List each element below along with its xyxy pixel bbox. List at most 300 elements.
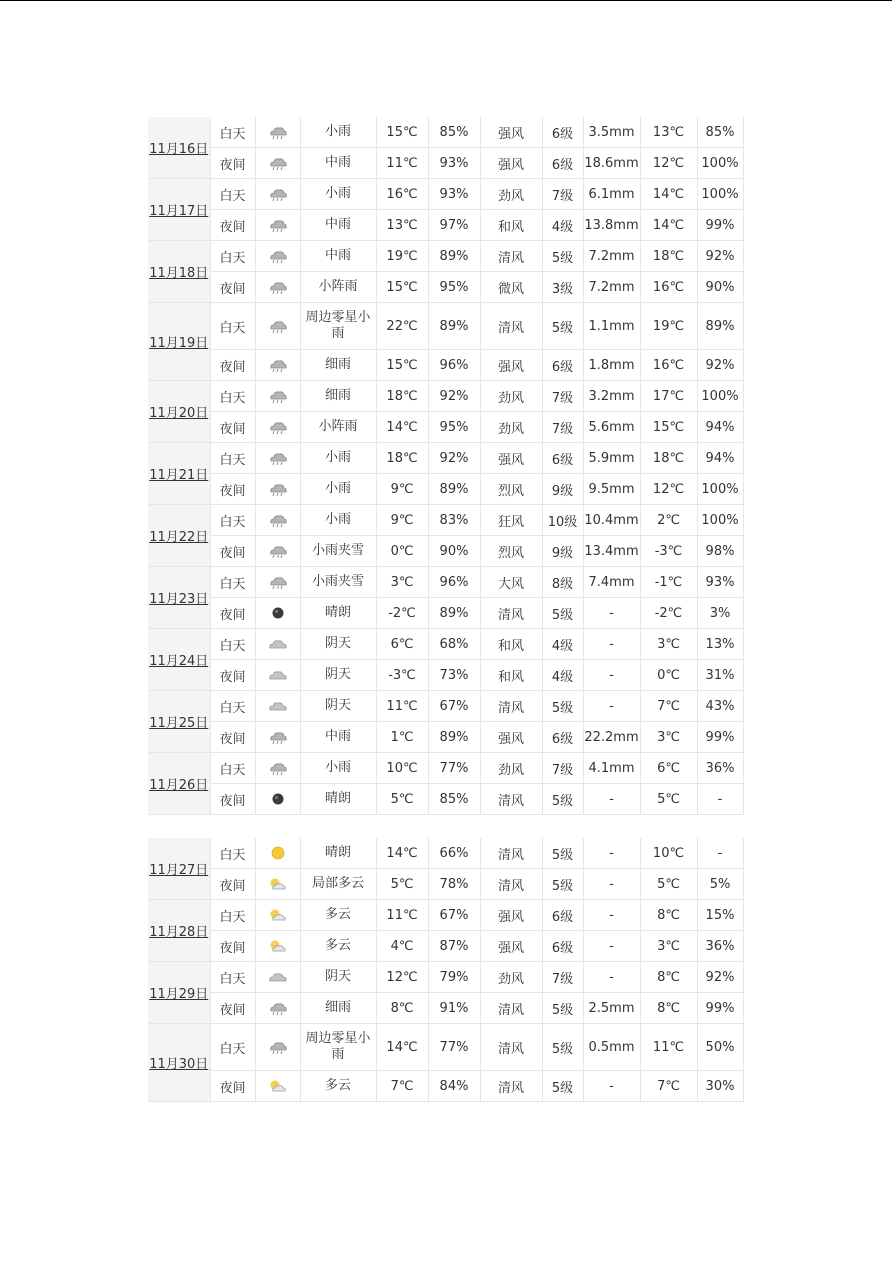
- wind-name-cell: 清风: [480, 869, 542, 900]
- partly-cloudy-icon: [255, 931, 300, 962]
- chance-cell: 43%: [697, 691, 743, 722]
- condition-cell: 小雨夹雪: [300, 536, 376, 567]
- temperature-cell: 1℃: [376, 722, 428, 753]
- rain-snow-cloud-icon: [255, 536, 300, 567]
- feels-like-cell: 3℃: [640, 629, 697, 660]
- humidity-cell: 85%: [428, 117, 480, 148]
- period-cell: 夜间: [210, 931, 255, 962]
- forecast-row: [148, 660, 743, 691]
- wind-level-cell: 5级: [542, 1071, 583, 1102]
- humidity-cell: 89%: [428, 303, 480, 350]
- temperature-cell: 15℃: [376, 117, 428, 148]
- rain-cloud-icon: [255, 443, 300, 474]
- overcast-cloud-icon: [255, 962, 300, 993]
- wind-name-cell: 和风: [480, 660, 542, 691]
- date-cell: 11月25日: [148, 691, 210, 753]
- humidity-cell: 95%: [428, 412, 480, 443]
- wind-name-cell: 劲风: [480, 381, 542, 412]
- wind-name-cell: 强风: [480, 350, 542, 381]
- rain-cloud-icon: [255, 993, 300, 1024]
- humidity-cell: 77%: [428, 1024, 480, 1071]
- wind-level-cell: 5级: [542, 1024, 583, 1071]
- wind-level-cell: 10级: [542, 505, 583, 536]
- precipitation-cell: 6.1mm: [583, 179, 640, 210]
- forecast-row: [148, 598, 743, 629]
- wind-name-cell: 清风: [480, 993, 542, 1024]
- rain-cloud-icon: [255, 179, 300, 210]
- feels-like-cell: 15℃: [640, 412, 697, 443]
- temperature-cell: 6℃: [376, 629, 428, 660]
- period-cell: 白天: [210, 962, 255, 993]
- partly-cloudy-icon: [255, 900, 300, 931]
- date-cell: 11月29日: [148, 962, 210, 1024]
- forecast-row: [148, 117, 743, 148]
- period-cell: 夜间: [210, 1071, 255, 1102]
- feels-like-cell: 2℃: [640, 505, 697, 536]
- feels-like-cell: 10℃: [640, 838, 697, 869]
- temperature-cell: 11℃: [376, 691, 428, 722]
- chance-cell: 100%: [697, 148, 743, 179]
- period-cell: 夜间: [210, 350, 255, 381]
- precipitation-cell: -: [583, 900, 640, 931]
- precipitation-cell: -: [583, 1071, 640, 1102]
- temperature-cell: 12℃: [376, 962, 428, 993]
- condition-cell: 小雨: [300, 117, 376, 148]
- temperature-cell: 11℃: [376, 148, 428, 179]
- chance-cell: 50%: [697, 1024, 743, 1071]
- condition-cell: 小雨夹雪: [300, 567, 376, 598]
- wind-name-cell: 狂风: [480, 505, 542, 536]
- feels-like-cell: 16℃: [640, 350, 697, 381]
- precipitation-cell: 1.8mm: [583, 350, 640, 381]
- forecast-row: [148, 900, 743, 931]
- forecast-row: [148, 303, 743, 350]
- humidity-cell: 92%: [428, 381, 480, 412]
- humidity-cell: 96%: [428, 350, 480, 381]
- wind-name-cell: 强风: [480, 722, 542, 753]
- forecast-row: [148, 869, 743, 900]
- temperature-cell: 16℃: [376, 179, 428, 210]
- period-cell: 夜间: [210, 536, 255, 567]
- feels-like-cell: 7℃: [640, 691, 697, 722]
- temperature-cell: 18℃: [376, 381, 428, 412]
- chance-cell: 36%: [697, 753, 743, 784]
- forecast-row: [148, 1071, 743, 1102]
- humidity-cell: 66%: [428, 838, 480, 869]
- period-cell: 白天: [210, 179, 255, 210]
- forecast-row: [148, 412, 743, 443]
- period-cell: 白天: [210, 567, 255, 598]
- wind-name-cell: 和风: [480, 629, 542, 660]
- temperature-cell: 15℃: [376, 350, 428, 381]
- condition-cell: 小雨: [300, 474, 376, 505]
- condition-cell: 阴天: [300, 660, 376, 691]
- chance-cell: 3%: [697, 598, 743, 629]
- wind-name-cell: 烈风: [480, 474, 542, 505]
- condition-cell: 中雨: [300, 722, 376, 753]
- forecast-row: [148, 784, 743, 815]
- period-cell: 夜间: [210, 598, 255, 629]
- clear-night-icon: [255, 784, 300, 815]
- partly-cloudy-icon: [255, 1071, 300, 1102]
- chance-cell: 99%: [697, 210, 743, 241]
- precipitation-cell: 5.9mm: [583, 443, 640, 474]
- temperature-cell: 14℃: [376, 1024, 428, 1071]
- wind-name-cell: 强风: [480, 148, 542, 179]
- temperature-cell: 9℃: [376, 474, 428, 505]
- precipitation-cell: -: [583, 838, 640, 869]
- feels-like-cell: -1℃: [640, 567, 697, 598]
- period-cell: 白天: [210, 838, 255, 869]
- wind-level-cell: 7级: [542, 962, 583, 993]
- temperature-cell: -3℃: [376, 660, 428, 691]
- humidity-cell: 73%: [428, 660, 480, 691]
- chance-cell: 31%: [697, 660, 743, 691]
- humidity-cell: 95%: [428, 272, 480, 303]
- wind-level-cell: 6级: [542, 148, 583, 179]
- wind-name-cell: 清风: [480, 1024, 542, 1071]
- wind-name-cell: 清风: [480, 241, 542, 272]
- temperature-cell: 14℃: [376, 412, 428, 443]
- rain-cloud-icon: [255, 117, 300, 148]
- wind-name-cell: 清风: [480, 598, 542, 629]
- wind-name-cell: 强风: [480, 900, 542, 931]
- temperature-cell: 10℃: [376, 753, 428, 784]
- temperature-cell: 14℃: [376, 838, 428, 869]
- condition-cell: 细雨: [300, 350, 376, 381]
- wind-level-cell: 9级: [542, 536, 583, 567]
- humidity-cell: 87%: [428, 931, 480, 962]
- temperature-cell: 13℃: [376, 210, 428, 241]
- wind-name-cell: 强风: [480, 931, 542, 962]
- wind-name-cell: 劲风: [480, 412, 542, 443]
- chance-cell: 15%: [697, 900, 743, 931]
- forecast-row: [148, 838, 743, 869]
- condition-cell: 细雨: [300, 381, 376, 412]
- chance-cell: 92%: [697, 350, 743, 381]
- partly-cloudy-icon: [255, 869, 300, 900]
- feels-like-cell: 7℃: [640, 1071, 697, 1102]
- period-cell: 夜间: [210, 412, 255, 443]
- wind-level-cell: 4级: [542, 629, 583, 660]
- period-cell: 白天: [210, 381, 255, 412]
- temperature-cell: 11℃: [376, 900, 428, 931]
- period-cell: 夜间: [210, 784, 255, 815]
- wind-level-cell: 6级: [542, 443, 583, 474]
- humidity-cell: 90%: [428, 536, 480, 567]
- period-cell: 白天: [210, 629, 255, 660]
- temperature-cell: 7℃: [376, 1071, 428, 1102]
- rain-cloud-icon: [255, 303, 300, 350]
- period-cell: 白天: [210, 1024, 255, 1071]
- temperature-cell: 0℃: [376, 536, 428, 567]
- precipitation-cell: 22.2mm: [583, 722, 640, 753]
- feels-like-cell: 16℃: [640, 272, 697, 303]
- date-cell: 11月27日: [148, 838, 210, 900]
- temperature-cell: 3℃: [376, 567, 428, 598]
- temperature-cell: 18℃: [376, 443, 428, 474]
- period-cell: 夜间: [210, 148, 255, 179]
- chance-cell: 94%: [697, 443, 743, 474]
- feels-like-cell: 0℃: [640, 660, 697, 691]
- rain-cloud-icon: [255, 350, 300, 381]
- condition-cell: 小雨: [300, 443, 376, 474]
- forecast-row: [148, 210, 743, 241]
- forecast-row: [148, 629, 743, 660]
- precipitation-cell: 9.5mm: [583, 474, 640, 505]
- wind-name-cell: 清风: [480, 1071, 542, 1102]
- condition-cell: 周边零星小雨: [300, 303, 376, 350]
- date-cell: 11月16日: [148, 117, 210, 179]
- feels-like-cell: 18℃: [640, 241, 697, 272]
- humidity-cell: 77%: [428, 753, 480, 784]
- period-cell: 夜间: [210, 474, 255, 505]
- condition-cell: 阴天: [300, 691, 376, 722]
- period-cell: 夜间: [210, 869, 255, 900]
- forecast-row: [148, 931, 743, 962]
- wind-level-cell: 5级: [542, 993, 583, 1024]
- period-cell: 夜间: [210, 210, 255, 241]
- precipitation-cell: -: [583, 691, 640, 722]
- chance-cell: 100%: [697, 179, 743, 210]
- feels-like-cell: -2℃: [640, 598, 697, 629]
- wind-level-cell: 7级: [542, 412, 583, 443]
- date-cell: 11月30日: [148, 1024, 210, 1102]
- precipitation-cell: -: [583, 869, 640, 900]
- condition-cell: 中雨: [300, 148, 376, 179]
- chance-cell: 85%: [697, 117, 743, 148]
- forecast-row: [148, 567, 743, 598]
- date-cell: 11月21日: [148, 443, 210, 505]
- condition-cell: 多云: [300, 931, 376, 962]
- feels-like-cell: 3℃: [640, 931, 697, 962]
- precipitation-cell: 2.5mm: [583, 993, 640, 1024]
- wind-level-cell: 8级: [542, 567, 583, 598]
- forecast-row: [148, 962, 743, 993]
- precipitation-cell: 5.6mm: [583, 412, 640, 443]
- wind-level-cell: 7级: [542, 753, 583, 784]
- forecast-table-1: [148, 117, 744, 815]
- sunny-icon: [255, 838, 300, 869]
- condition-cell: 小阵雨: [300, 272, 376, 303]
- wind-name-cell: 烈风: [480, 536, 542, 567]
- condition-cell: 周边零星小雨: [300, 1024, 376, 1071]
- wind-level-cell: 6级: [542, 722, 583, 753]
- wind-level-cell: 5级: [542, 598, 583, 629]
- chance-cell: -: [697, 838, 743, 869]
- humidity-cell: 89%: [428, 241, 480, 272]
- humidity-cell: 78%: [428, 869, 480, 900]
- rain-cloud-icon: [255, 210, 300, 241]
- wind-level-cell: 5级: [542, 784, 583, 815]
- humidity-cell: 92%: [428, 443, 480, 474]
- period-cell: 夜间: [210, 993, 255, 1024]
- humidity-cell: 89%: [428, 722, 480, 753]
- precipitation-cell: -: [583, 931, 640, 962]
- rain-cloud-icon: [255, 474, 300, 505]
- precipitation-cell: -: [583, 598, 640, 629]
- humidity-cell: 97%: [428, 210, 480, 241]
- condition-cell: 多云: [300, 1071, 376, 1102]
- clear-night-icon: [255, 598, 300, 629]
- temperature-cell: 15℃: [376, 272, 428, 303]
- humidity-cell: 93%: [428, 148, 480, 179]
- feels-like-cell: 11℃: [640, 1024, 697, 1071]
- feels-like-cell: 8℃: [640, 900, 697, 931]
- condition-cell: 小雨: [300, 179, 376, 210]
- forecast-row: [148, 722, 743, 753]
- forecast-row: [148, 1024, 743, 1071]
- condition-cell: 中雨: [300, 241, 376, 272]
- rain-cloud-icon: [255, 1024, 300, 1071]
- precipitation-cell: 1.1mm: [583, 303, 640, 350]
- humidity-cell: 93%: [428, 179, 480, 210]
- feels-like-cell: 5℃: [640, 869, 697, 900]
- chance-cell: 100%: [697, 474, 743, 505]
- rain-cloud-icon: [255, 148, 300, 179]
- precipitation-cell: 13.8mm: [583, 210, 640, 241]
- period-cell: 白天: [210, 505, 255, 536]
- humidity-cell: 91%: [428, 993, 480, 1024]
- date-cell: 11月24日: [148, 629, 210, 691]
- date-cell: 11月23日: [148, 567, 210, 629]
- period-cell: 夜间: [210, 272, 255, 303]
- precipitation-cell: -: [583, 962, 640, 993]
- wind-level-cell: 7级: [542, 381, 583, 412]
- overcast-cloud-icon: [255, 629, 300, 660]
- condition-cell: 小阵雨: [300, 412, 376, 443]
- wind-level-cell: 4级: [542, 210, 583, 241]
- temperature-cell: 19℃: [376, 241, 428, 272]
- precipitation-cell: 13.4mm: [583, 536, 640, 567]
- period-cell: 白天: [210, 303, 255, 350]
- condition-cell: 阴天: [300, 629, 376, 660]
- humidity-cell: 89%: [428, 598, 480, 629]
- forecast-row: [148, 241, 743, 272]
- forecast-row: [148, 350, 743, 381]
- chance-cell: 36%: [697, 931, 743, 962]
- chance-cell: 89%: [697, 303, 743, 350]
- period-cell: 夜间: [210, 660, 255, 691]
- condition-cell: 晴朗: [300, 838, 376, 869]
- rain-snow-cloud-icon: [255, 567, 300, 598]
- feels-like-cell: 8℃: [640, 993, 697, 1024]
- wind-level-cell: 5级: [542, 303, 583, 350]
- feels-like-cell: 12℃: [640, 474, 697, 505]
- precipitation-cell: 3.5mm: [583, 117, 640, 148]
- rain-cloud-icon: [255, 241, 300, 272]
- date-cell: 11月26日: [148, 753, 210, 815]
- chance-cell: 98%: [697, 536, 743, 567]
- feels-like-cell: 14℃: [640, 179, 697, 210]
- feels-like-cell: 6℃: [640, 753, 697, 784]
- feels-like-cell: 17℃: [640, 381, 697, 412]
- feels-like-cell: 18℃: [640, 443, 697, 474]
- period-cell: 白天: [210, 691, 255, 722]
- condition-cell: 阴天: [300, 962, 376, 993]
- wind-level-cell: 5级: [542, 838, 583, 869]
- wind-level-cell: 7级: [542, 179, 583, 210]
- overcast-cloud-icon: [255, 660, 300, 691]
- date-cell: 11月17日: [148, 179, 210, 241]
- wind-name-cell: 清风: [480, 838, 542, 869]
- precipitation-cell: 7.2mm: [583, 272, 640, 303]
- precipitation-cell: 0.5mm: [583, 1024, 640, 1071]
- wind-name-cell: 清风: [480, 303, 542, 350]
- forecast-row: [148, 272, 743, 303]
- temperature-cell: 5℃: [376, 784, 428, 815]
- wind-level-cell: 5级: [542, 241, 583, 272]
- rain-cloud-icon: [255, 753, 300, 784]
- condition-cell: 中雨: [300, 210, 376, 241]
- forecast-row: [148, 148, 743, 179]
- wind-name-cell: 微风: [480, 272, 542, 303]
- feels-like-cell: 14℃: [640, 210, 697, 241]
- temperature-cell: 4℃: [376, 931, 428, 962]
- period-cell: 白天: [210, 443, 255, 474]
- temperature-cell: -2℃: [376, 598, 428, 629]
- humidity-cell: 67%: [428, 691, 480, 722]
- precipitation-cell: 18.6mm: [583, 148, 640, 179]
- feels-like-cell: 19℃: [640, 303, 697, 350]
- chance-cell: 92%: [697, 962, 743, 993]
- temperature-cell: 8℃: [376, 993, 428, 1024]
- precipitation-cell: 7.4mm: [583, 567, 640, 598]
- precipitation-cell: 3.2mm: [583, 381, 640, 412]
- feels-like-cell: 12℃: [640, 148, 697, 179]
- feels-like-cell: 13℃: [640, 117, 697, 148]
- forecast-row: [148, 179, 743, 210]
- wind-level-cell: 6级: [542, 900, 583, 931]
- forecast-row: [148, 993, 743, 1024]
- humidity-cell: 67%: [428, 900, 480, 931]
- forecast-row: [148, 753, 743, 784]
- condition-cell: 多云: [300, 900, 376, 931]
- wind-name-cell: 劲风: [480, 753, 542, 784]
- forecast-row: [148, 474, 743, 505]
- precipitation-cell: 7.2mm: [583, 241, 640, 272]
- condition-cell: 晴朗: [300, 784, 376, 815]
- chance-cell: 5%: [697, 869, 743, 900]
- chance-cell: 94%: [697, 412, 743, 443]
- chance-cell: 93%: [697, 567, 743, 598]
- precipitation-cell: 4.1mm: [583, 753, 640, 784]
- chance-cell: 99%: [697, 722, 743, 753]
- chance-cell: 90%: [697, 272, 743, 303]
- chance-cell: 100%: [697, 505, 743, 536]
- precipitation-cell: -: [583, 629, 640, 660]
- wind-name-cell: 清风: [480, 691, 542, 722]
- condition-cell: 晴朗: [300, 598, 376, 629]
- page-top-rule: [0, 0, 892, 1]
- forecast-row: [148, 443, 743, 474]
- wind-level-cell: 6级: [542, 350, 583, 381]
- period-cell: 白天: [210, 241, 255, 272]
- humidity-cell: 89%: [428, 474, 480, 505]
- temperature-cell: 9℃: [376, 505, 428, 536]
- wind-level-cell: 6级: [542, 931, 583, 962]
- humidity-cell: 83%: [428, 505, 480, 536]
- rain-cloud-icon: [255, 412, 300, 443]
- wind-name-cell: 劲风: [480, 179, 542, 210]
- forecast-table-2: [148, 838, 744, 1102]
- humidity-cell: 79%: [428, 962, 480, 993]
- chance-cell: 99%: [697, 993, 743, 1024]
- wind-name-cell: 强风: [480, 443, 542, 474]
- precipitation-cell: 10.4mm: [583, 505, 640, 536]
- precipitation-cell: -: [583, 784, 640, 815]
- forecast-row: [148, 505, 743, 536]
